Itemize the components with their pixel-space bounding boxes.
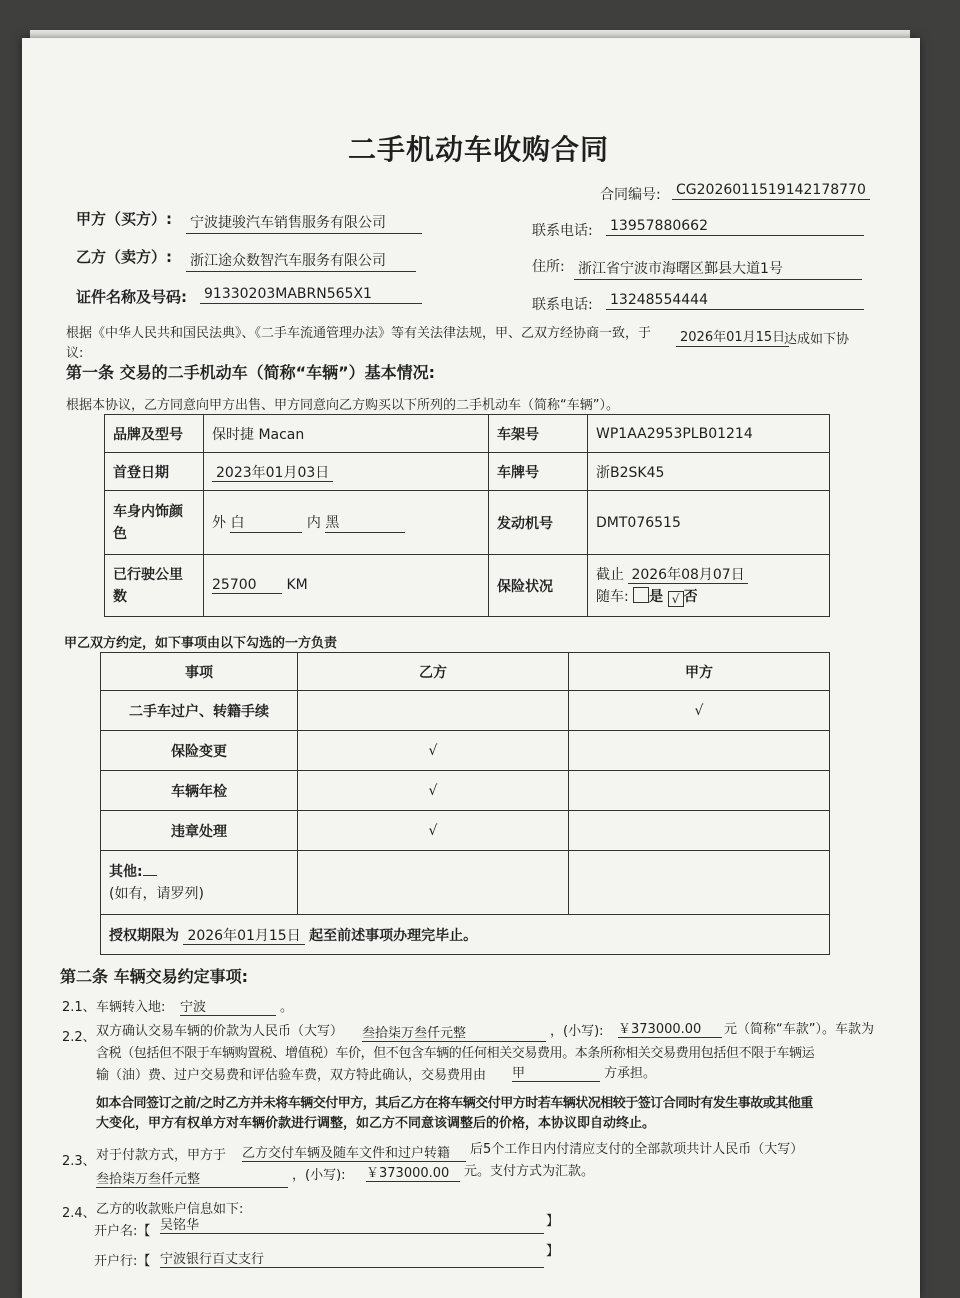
insurance-until-label: 截止 [596,566,624,583]
resp-other-label: 其他: [109,863,143,880]
clause-2-3-no: 2.3、 [62,1154,96,1169]
article1-intro: 根据本协议，乙方同意向甲方出售、甲方同意向乙方购买以下所列的二手机动车（简称“车辆”）。 [66,398,619,413]
clause-2-3-amount: ￥373000.00 [366,1162,460,1182]
party-b-id-label: 证件名称及号码: [76,288,187,306]
resp-header-a: 甲方 [569,653,830,691]
engine-value: DMT076515 [588,491,830,555]
resp-item-transfer: 二手车过户、转籍手续 [101,691,298,731]
brand-label: 品牌及型号 [105,415,204,453]
with-car-label: 随车: [596,588,629,605]
mileage-label [105,555,204,617]
contract-no: CG2026011519142178770 [672,182,870,200]
party-b-id: 91330203MABRN565X1 [200,286,422,304]
brand-value: 保时捷 Macan [204,415,489,453]
resp-header-b: 乙方 [298,653,569,691]
reg-date-cell [204,453,489,491]
vin-label: 车架号 [489,415,588,453]
resp-b-other [298,851,569,915]
clause-2-3-line2a: ，(小写): [292,1168,346,1183]
preamble-date: 2026年01月15日 [676,326,789,347]
exterior-color: 白 [230,512,302,533]
party-b-address: 浙江省宁波市海曙区鄞县大道1号 [574,258,862,280]
no-label: 否 [683,588,698,605]
insurance-label: 保险状况 [489,555,588,617]
yes-checkbox[interactable] [633,587,649,603]
clause-2-3-amount-words: 叁拾柒万叁仟元整 [96,1168,288,1188]
account-name-label: 开户名:【 [94,1224,151,1239]
color-label-line1: 车身内饰颜 [113,503,183,520]
responsibility-table [100,652,830,955]
auth-date: 2026年01月15日 [183,928,304,945]
auth-label: 授权期限为 [109,927,179,944]
party-b-label: 乙方（卖方）: [76,248,172,266]
resp-b-inspection: √ [298,771,569,811]
mileage-value: 25700 [212,577,282,594]
resp-other-cell [101,851,298,915]
account-bank: 宁波银行百丈支行 [160,1248,544,1268]
article1-title: 第一条 交易的二手机动车（简称“车辆”）基本情况: [66,363,436,382]
color-cell [204,491,489,555]
insurance-until: 2026年08月07日 [628,567,747,584]
article2-title: 第二条 车辆交易约定事项: [60,967,248,986]
auth-period-cell [101,915,830,955]
clause-2-2-line3a: 输（油）费、过户交易费和评估验车费，双方特此确认，交易费用由 [96,1068,487,1083]
contract-no-label: 合同编号: [600,187,661,203]
yes-label: 是 [649,588,664,605]
resp-item-insurance: 保险变更 [101,731,298,771]
clause-2-2-bold-line1: 如本合同签订之前/之时乙方并未将车辆交付甲方，其后乙方在将车辆交付甲方时若车辆状况相较于签订合同时有发生事故或其他重 [96,1096,813,1111]
resp-a-inspection [569,771,830,811]
clause-2-3-line1b: 后5个工作日内付清应支付的全部款项共计人民币（大写） [470,1142,804,1157]
exterior-prefix: 外 [212,515,226,531]
clause-2-2-amount-words: 叁拾柒万叁仟元整 [362,1022,546,1042]
no-checkbox[interactable]: √ [668,591,684,607]
resp-item-inspection: 车辆年检 [101,771,298,811]
clause-2-1-end: 。 [280,1000,294,1015]
party-b-name: 浙江途众数智汽车服务有限公司 [186,250,416,272]
clause-2-2-line1c: 元（简称“车款”）。车款为 [724,1022,874,1037]
resp-header-item: 事项 [101,653,298,691]
clause-2-3-condition: 乙方交付车辆及随车文件和过户转籍 [242,1142,466,1162]
party-a-name: 宁波捷骏汽车销售服务有限公司 [186,212,422,234]
mileage-cell [204,555,489,617]
resp-a-other [569,851,830,915]
clause-2-4-no: 2.4、 [62,1206,96,1221]
clause-2-2-no: 2.2、 [62,1030,96,1045]
clause-2-1-value: 宁波 [180,996,276,1016]
account-name-close: 】 [546,1214,560,1229]
resp-other-blank [143,875,157,876]
resp-other-note: (如有，请罗列) [109,885,204,902]
interior-prefix: 内 [306,515,321,531]
clause-2-2-line2: 含税（包括但不限于车辆购置税、增值税）车价，但不包含车辆的任何相关交易费用。本条所称相关交易费用包括但不限于车辆运 [96,1046,815,1061]
plate-label: 车牌号 [489,453,588,491]
clause-2-1-no: 2.1、 [62,1000,96,1015]
color-label-line2: 色 [113,525,127,542]
clause-2-2-line3b: 方承担。 [604,1066,657,1081]
color-label [105,491,204,555]
clause-2-1-text: 车辆转入地: [96,1000,166,1015]
clause-2-2-amount: ￥373000.00 [618,1018,722,1038]
engine-label: 发动机号 [489,491,588,555]
resp-a-violation [569,811,830,851]
resp-item-violation: 违章处理 [101,811,298,851]
vin-value: WP1AA2953PLB01214 [588,415,830,453]
mileage-label-line1: 已行驶公里 [113,566,183,583]
preamble-text-end: 达成如下协 [784,332,850,347]
party-b-address-label: 住所: [532,259,565,275]
clause-2-2-bold-line2: 大变化，甲方有权单方对车辆价款进行调整，如乙方不同意该调整后的价格，本协议即自动终止。 [96,1116,656,1131]
party-b-phone-label: 联系电话: [532,297,593,313]
clause-2-2-line1b: ，(小写): [550,1024,604,1039]
account-name: 吴铭华 [160,1214,544,1234]
interior-color: 黑 [325,512,405,533]
plate-value: 浙B2SK45 [588,453,830,491]
resp-a-transfer: √ [569,691,830,731]
preamble-text-cont: 议: [66,346,84,361]
auth-suffix: 起至前述事项办理完毕止。 [309,927,478,944]
clause-2-3-line2b: 元。支付方式为汇款。 [464,1164,595,1179]
account-bank-close: 】 [546,1244,560,1259]
party-a-label: 甲方（买方）: [76,210,172,228]
party-a-phone-label: 联系电话: [532,223,593,239]
clause-2-2-line1a: 双方确认交易车辆的价款为人民币（大写） [96,1024,344,1039]
responsibility-intro: 甲乙双方约定，如下事项由以下勾选的一方负责 [64,636,338,651]
mileage-label-line2: 数 [113,588,127,605]
reg-date-value: 2023年01月03日 [212,465,333,482]
preamble-text: 根据《中华人民共和国民法典》、《二手车流通管理办法》等有关法律法规，甲、乙双方经协商一致，于 [66,326,652,341]
party-a-phone: 13957880662 [606,218,864,236]
reg-date-label: 首登日期 [105,453,204,491]
party-b-phone: 13248554444 [606,292,864,310]
mileage-unit: KM [286,577,308,593]
vehicle-info-table [104,414,830,617]
clause-2-4-text: 乙方的收款账户信息如下: [96,1202,244,1217]
insurance-cell [588,555,830,617]
clause-2-3-line1a: 对于付款方式，甲方于 [96,1148,227,1163]
resp-a-insurance [569,731,830,771]
account-bank-label: 开户行:【 [94,1254,151,1269]
resp-b-insurance: √ [298,731,569,771]
contract-title: 二手机动车收购合同 [348,133,610,166]
clause-2-2-payer: 甲 [512,1062,600,1082]
resp-b-violation: √ [298,811,569,851]
resp-b-transfer [298,691,569,731]
